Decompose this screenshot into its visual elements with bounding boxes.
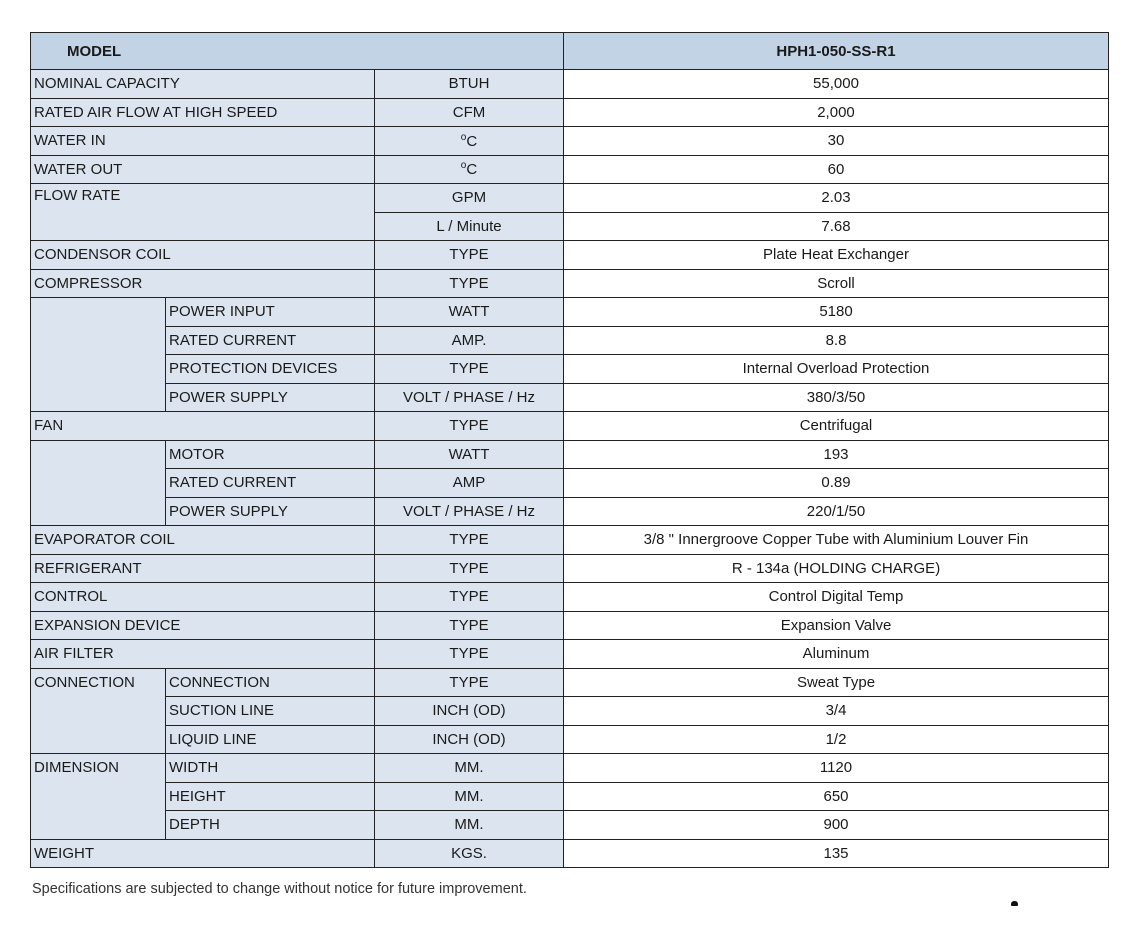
table-row (31, 469, 1109, 498)
spec-label: AIR FILTER (31, 640, 375, 669)
table-row (31, 355, 1109, 384)
table-row (31, 497, 1109, 526)
spec-value: Centrifugal (564, 412, 1109, 441)
spec-sublabel: POWER INPUT (166, 298, 375, 327)
spec-sublabel: SUCTION LINE (166, 697, 375, 726)
model-value: HPH1-050-SS-R1 (564, 33, 1109, 70)
spec-value: 650 (564, 782, 1109, 811)
spec-value: 220/1/50 (564, 497, 1109, 526)
table-row (31, 70, 1109, 99)
spec-value: 8.8 (564, 326, 1109, 355)
spec-sublabel: RATED CURRENT (166, 326, 375, 355)
table-row (31, 326, 1109, 355)
spec-label: FAN (31, 412, 375, 441)
spec-label: FLOW RATE (31, 184, 375, 241)
spec-unit: MM. (375, 754, 564, 783)
specification-table (30, 32, 1109, 868)
spec-sublabel: WIDTH (166, 754, 375, 783)
table-row (31, 98, 1109, 127)
table-row (31, 640, 1109, 669)
spec-label: CONNECTION (31, 668, 166, 754)
spec-value: 3/4 (564, 697, 1109, 726)
spec-value: 1120 (564, 754, 1109, 783)
spec-sublabel: RATED CURRENT (166, 469, 375, 498)
spec-unit: TYPE (375, 412, 564, 441)
spec-value: 55,000 (564, 70, 1109, 99)
table-row (31, 697, 1109, 726)
spec-unit: TYPE (375, 668, 564, 697)
spec-value: 1/2 (564, 725, 1109, 754)
header-row (31, 33, 1109, 70)
spec-unit: TYPE (375, 269, 564, 298)
spec-label: WEIGHT (31, 839, 375, 868)
table-row (31, 184, 1109, 213)
spec-unit: INCH (OD) (375, 725, 564, 754)
table-row (31, 583, 1109, 612)
spec-unit: AMP. (375, 326, 564, 355)
spec-sublabel: HEIGHT (166, 782, 375, 811)
spec-unit: TYPE (375, 611, 564, 640)
spec-unit: BTUH (375, 70, 564, 99)
spec-value: Aluminum (564, 640, 1109, 669)
spec-sublabel: CONNECTION (166, 668, 375, 697)
spec-label: EXPANSION DEVICE (31, 611, 375, 640)
spec-unit: TYPE (375, 355, 564, 384)
spec-value: Control Digital Temp (564, 583, 1109, 612)
spec-value: 135 (564, 839, 1109, 868)
model-label: MODEL (31, 33, 564, 70)
table-row (31, 298, 1109, 327)
spec-sublabel: PROTECTION DEVICES (166, 355, 375, 384)
table-row (31, 668, 1109, 697)
table-row (31, 611, 1109, 640)
table-row (31, 725, 1109, 754)
spec-label: RATED AIR FLOW AT HIGH SPEED (31, 98, 375, 127)
degree-symbol: o (460, 160, 467, 172)
spec-unit: INCH (OD) (375, 697, 564, 726)
table-row (31, 811, 1109, 840)
spec-unit: WATT (375, 298, 564, 327)
unit-c: C (466, 161, 478, 179)
table-row (31, 440, 1109, 469)
spec-unit: TYPE (375, 526, 564, 555)
spec-unit: MM. (375, 782, 564, 811)
spec-sublabel: POWER SUPPLY (166, 383, 375, 412)
group-spacer (31, 440, 166, 526)
spec-label: CONTROL (31, 583, 375, 612)
table-row (31, 782, 1109, 811)
spec-unit: TYPE (375, 241, 564, 270)
spec-unit: VOLT / PHASE / Hz (375, 383, 564, 412)
spec-sublabel: POWER SUPPLY (166, 497, 375, 526)
table-row (31, 754, 1109, 783)
spec-unit: VOLT / PHASE / Hz (375, 497, 564, 526)
group-spacer (31, 298, 166, 412)
spec-value: Plate Heat Exchanger (564, 241, 1109, 270)
spec-unit (375, 127, 564, 156)
spec-value: R - 134a (HOLDING CHARGE) (564, 554, 1109, 583)
spec-value: 2.03 (564, 184, 1109, 213)
table-row (31, 269, 1109, 298)
spec-value: 3/8 " Innergroove Copper Tube with Aluminium Louver Fin (564, 526, 1109, 555)
spec-unit: WATT (375, 440, 564, 469)
spec-unit: MM. (375, 811, 564, 840)
footnote: Specifications are subjected to change without notice for future improvement. (32, 881, 527, 897)
spec-value: Sweat Type (564, 668, 1109, 697)
table-row (31, 383, 1109, 412)
table-row (31, 526, 1109, 555)
spec-sublabel: MOTOR (166, 440, 375, 469)
page-mark (1011, 901, 1018, 906)
spec-value: Internal Overload Protection (564, 355, 1109, 384)
spec-unit: AMP (375, 469, 564, 498)
table-row (31, 127, 1109, 156)
spec-value: Expansion Valve (564, 611, 1109, 640)
degree-symbol: o (460, 131, 467, 143)
table-row (31, 412, 1109, 441)
spec-label: NOMINAL CAPACITY (31, 70, 375, 99)
spec-value: 0.89 (564, 469, 1109, 498)
spec-label: CONDENSOR COIL (31, 241, 375, 270)
spec-value: 900 (564, 811, 1109, 840)
table-row (31, 839, 1109, 868)
spec-value: 60 (564, 155, 1109, 184)
spec-unit: CFM (375, 98, 564, 127)
spec-unit: TYPE (375, 583, 564, 612)
spec-value: 5180 (564, 298, 1109, 327)
spec-label: DIMENSION (31, 754, 166, 840)
spec-label: EVAPORATOR COIL (31, 526, 375, 555)
spec-value: 30 (564, 127, 1109, 156)
spec-unit: KGS. (375, 839, 564, 868)
table-row (31, 155, 1109, 184)
spec-value: Scroll (564, 269, 1109, 298)
table-row (31, 554, 1109, 583)
spec-value: 380/3/50 (564, 383, 1109, 412)
spec-value: 2,000 (564, 98, 1109, 127)
spec-unit (375, 155, 564, 184)
spec-label: WATER OUT (31, 155, 375, 184)
spec-label: REFRIGERANT (31, 554, 375, 583)
spec-unit: TYPE (375, 640, 564, 669)
table-row (31, 241, 1109, 270)
spec-sublabel: DEPTH (166, 811, 375, 840)
spec-unit: L / Minute (375, 212, 564, 241)
spec-unit: GPM (375, 184, 564, 213)
spec-value: 7.68 (564, 212, 1109, 241)
unit-c: C (466, 132, 478, 150)
spec-unit: TYPE (375, 554, 564, 583)
spec-label: COMPRESSOR (31, 269, 375, 298)
spec-value: 193 (564, 440, 1109, 469)
spec-label: WATER IN (31, 127, 375, 156)
spec-sublabel: LIQUID LINE (166, 725, 375, 754)
